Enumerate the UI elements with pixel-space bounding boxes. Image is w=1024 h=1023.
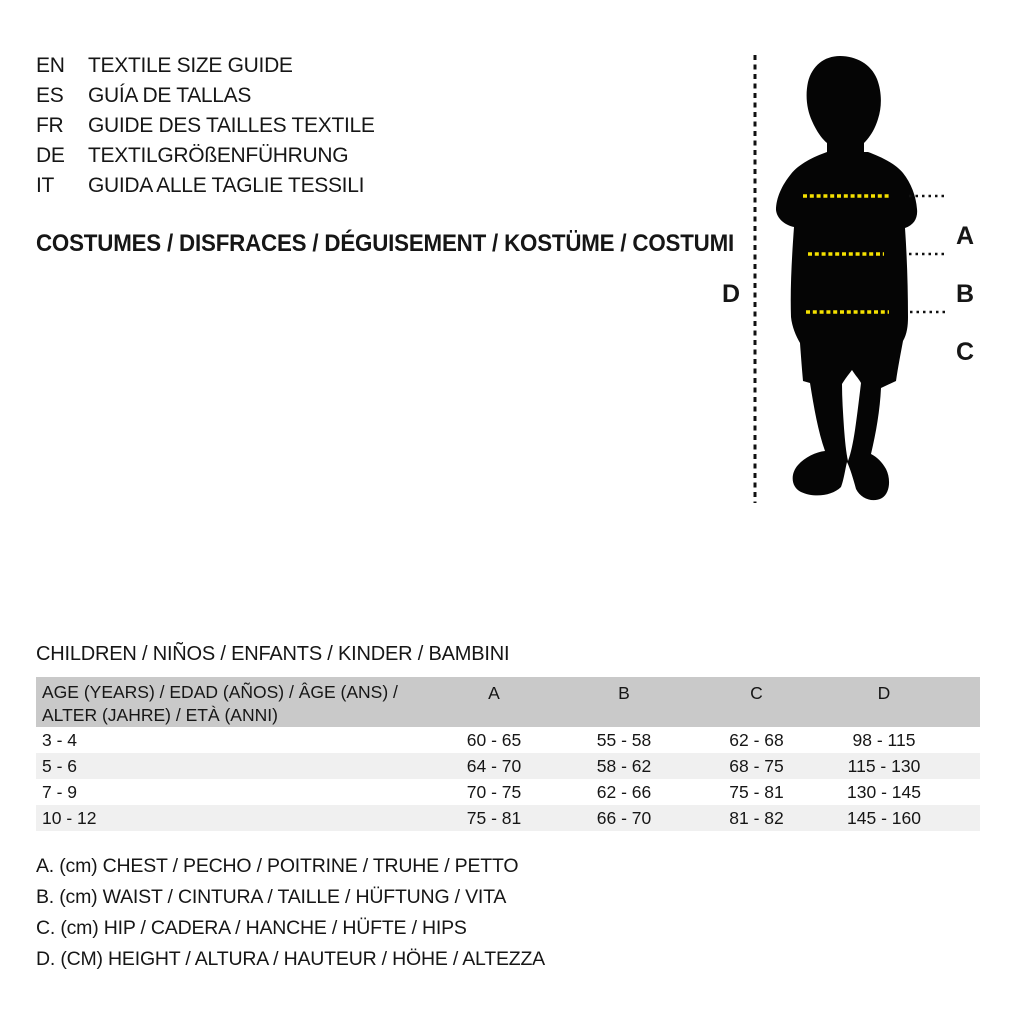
hip-cell: 68 - 75 bbox=[729, 755, 784, 776]
table-row bbox=[36, 805, 980, 831]
guide-title: GUÍA DE TALLAS bbox=[88, 84, 252, 107]
guide-title: TEXTILE SIZE GUIDE bbox=[88, 54, 293, 77]
language-row bbox=[36, 111, 375, 141]
chest-label: A bbox=[956, 222, 975, 250]
column-header-a: A bbox=[488, 683, 500, 703]
column-header-b: B bbox=[618, 683, 630, 703]
guide-title: GUIDA ALLE TAGLIE TESSILI bbox=[88, 174, 365, 197]
height-cell: 145 - 160 bbox=[847, 807, 921, 828]
language-row bbox=[36, 141, 375, 171]
language-title-list bbox=[36, 51, 375, 201]
height-label: D bbox=[722, 280, 741, 308]
table-row bbox=[36, 753, 980, 779]
height-cell: 130 - 145 bbox=[847, 781, 921, 802]
age-cell: 7 - 9 bbox=[42, 781, 78, 802]
waist-cell: 62 - 66 bbox=[596, 781, 652, 802]
language-code: FR bbox=[36, 114, 64, 137]
hip-cell: 81 - 82 bbox=[729, 807, 784, 828]
child-silhouette bbox=[776, 56, 917, 500]
measurement-legend bbox=[36, 851, 545, 975]
hip-cell: 62 - 68 bbox=[729, 729, 784, 750]
hip-cell: 75 - 81 bbox=[729, 781, 784, 802]
table-row bbox=[36, 779, 980, 805]
legend-item-waist: B. (cm) WAIST / CINTURA / TAILLE / HÜFTUNG / VITA bbox=[36, 886, 507, 908]
age-cell: 3 - 4 bbox=[42, 729, 78, 750]
language-row bbox=[36, 171, 375, 201]
language-row bbox=[36, 81, 375, 111]
waist-cell: 58 - 62 bbox=[596, 755, 652, 776]
guide-title: GUIDE DES TAILLES TEXTILE bbox=[88, 114, 375, 137]
chest-cell: 64 - 70 bbox=[466, 755, 522, 776]
column-header-d: D bbox=[877, 683, 891, 703]
chest-cell: 75 - 81 bbox=[466, 807, 522, 828]
language-code: DE bbox=[36, 144, 65, 167]
chest-cell: 60 - 65 bbox=[466, 729, 522, 750]
guide-title: TEXTILGRÖßENFÜHRUNG bbox=[88, 144, 349, 167]
waist-cell: 66 - 70 bbox=[596, 807, 652, 828]
waist-label: B bbox=[956, 280, 975, 308]
height-cell: 98 - 115 bbox=[852, 729, 916, 750]
table-header-row bbox=[36, 677, 980, 727]
waist-cell: 55 - 58 bbox=[596, 729, 652, 750]
hip-label: C bbox=[956, 338, 975, 366]
height-cell: 115 - 130 bbox=[847, 755, 921, 776]
chest-cell: 70 - 75 bbox=[466, 781, 522, 802]
size-table bbox=[36, 677, 980, 831]
age-column-header: AGE (YEARS) / EDAD (AÑOS) / ÂGE (ANS) / ALTER (JAHRE) / ETÀ (ANNI) bbox=[42, 682, 398, 725]
language-code: ES bbox=[36, 84, 64, 107]
language-row bbox=[36, 51, 375, 81]
age-cell: 10 - 12 bbox=[42, 807, 97, 828]
language-code: IT bbox=[36, 174, 55, 197]
section-title: CHILDREN / NIÑOS / ENFANTS / KINDER / BAMBINI bbox=[36, 643, 510, 665]
measurement-diagram bbox=[690, 40, 1010, 520]
legend-item-hip: C. (cm) HIP / CADERA / HANCHE / HÜFTE / HIPS bbox=[36, 917, 467, 939]
table-row bbox=[36, 727, 980, 753]
legend-item-height: D. (CM) HEIGHT / ALTURA / HAUTEUR / HÖHE / ALTEZZA bbox=[36, 948, 545, 970]
language-code: EN bbox=[36, 54, 65, 77]
column-header-c: C bbox=[750, 683, 763, 703]
legend-item-chest: A. (cm) CHEST / PECHO / POITRINE / TRUHE / PETTO bbox=[36, 855, 519, 877]
age-cell: 5 - 6 bbox=[42, 755, 78, 776]
category-title: COSTUMES / DISFRACES / DÉGUISEMENT / KOSTÜME / COSTUMI bbox=[36, 230, 735, 257]
